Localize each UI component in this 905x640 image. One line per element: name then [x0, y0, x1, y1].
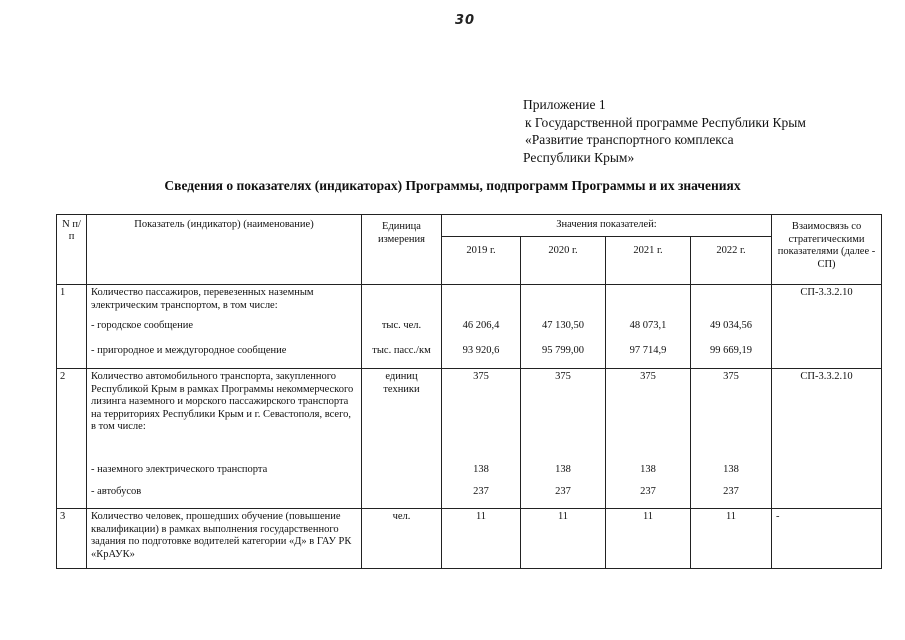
table-row	[57, 509, 882, 569]
row-value-total: 375	[723, 371, 739, 382]
row-value	[691, 285, 772, 369]
subrow-label: - пригородное и междугородное сообщение	[91, 345, 287, 356]
table-heading: Сведения о показателях (индикаторах) Программы, подпрограмм Программы и их значениях	[164, 178, 741, 193]
subrow-value: 138	[473, 464, 489, 475]
header-num: N п/п	[57, 215, 87, 285]
appendix-line: «Развитие транспортного комплекса	[525, 132, 734, 147]
row-value: 11	[606, 509, 691, 569]
row-value: 11	[521, 509, 606, 569]
subrow-label: - автобусов	[91, 486, 142, 497]
subrow-unit: тыс. чел.	[381, 320, 422, 331]
row-title: Количество автомобильного транспорта, закупленного Республикой Крым в рамках Программы некоммерческого лизинга наземного и морского пассажирского транспорта на территориях Республики Крым и г. Севастополя, всего, в том числе:	[91, 371, 354, 432]
appendix-line: к Государственной программе Республики Крым	[525, 114, 806, 130]
appendix-line: Приложение 1	[523, 97, 606, 112]
row-number: 1	[57, 285, 87, 369]
page-number: 30	[455, 13, 476, 28]
row-value: 11	[691, 509, 772, 569]
subrow-value: 93 920,6	[462, 345, 500, 356]
subrow-value: 99 669,19	[710, 345, 752, 356]
row-link: СП-3.3.2.10	[772, 369, 882, 509]
subrow-value: 48 073,1	[629, 320, 667, 331]
subrow-value: 138	[640, 464, 656, 475]
subrow-label: - городское сообщение	[91, 320, 193, 331]
header-year: 2021 г.	[606, 237, 691, 285]
subrow-value: 237	[555, 486, 571, 497]
row-value	[442, 285, 521, 369]
indicators-table	[56, 214, 882, 569]
row-value	[606, 369, 691, 509]
row-value-total: 375	[473, 371, 489, 382]
row-value-total: 375	[555, 371, 571, 382]
row-value	[442, 369, 521, 509]
row-unit	[362, 369, 442, 509]
subrow-value: 47 130,50	[542, 320, 584, 331]
row-indicator	[87, 285, 362, 369]
row-value	[521, 369, 606, 509]
header-link: Взаимосвязь со стратегическими показателями (далее - СП)	[772, 215, 882, 285]
subrow-unit: тыс. пасс./км	[372, 345, 431, 356]
header-year: 2020 г.	[521, 237, 606, 285]
subrow-value: 138	[723, 464, 739, 475]
subrow-value: 237	[723, 486, 739, 497]
subrow-value: 95 799,00	[542, 345, 584, 356]
row-title: Количество человек, прошедших обучение (повышение квалификации) в рамках выполнения государственного задания по подготовке водителей категории «Д» в ГАУ РК «КрАУК»	[87, 509, 362, 569]
row-number: 2	[57, 369, 87, 509]
row-link: СП-3.3.2.10	[772, 285, 882, 369]
row-value	[521, 285, 606, 369]
row-unit	[362, 285, 442, 369]
row-number: 3	[57, 509, 87, 569]
header-indicator: Показатель (индикатор) (наименование)	[87, 215, 362, 285]
row-indicator	[87, 369, 362, 509]
subrow-value: 97 714,9	[629, 345, 667, 356]
subrow-value: 49 034,56	[710, 320, 752, 331]
row-value	[691, 369, 772, 509]
appendix-line: Республики Крым»	[523, 149, 635, 165]
subrow-value: 46 206,4	[462, 320, 500, 331]
header-year: 2022 г.	[691, 237, 772, 285]
row-unit-text: единиц техники	[383, 371, 420, 395]
header-values-group: Значения показателей:	[442, 215, 772, 237]
row-unit: чел.	[362, 509, 442, 569]
row-value	[606, 285, 691, 369]
appendix-block	[523, 96, 806, 166]
subrow-label: - наземного электрического транспорта	[91, 464, 268, 475]
header-year: 2019 г.	[442, 237, 521, 285]
subrow-value: 237	[640, 486, 656, 497]
table-row	[57, 285, 882, 369]
subrow-value: 138	[555, 464, 571, 475]
table-row	[57, 369, 882, 509]
subrow-value: 237	[473, 486, 489, 497]
row-value-total: 375	[640, 371, 656, 382]
header-unit: Единица измерения	[362, 215, 442, 285]
row-title: Количество пассажиров, перевезенных наземным электрическим транспортом, в том числе:	[91, 287, 314, 311]
row-value: 11	[442, 509, 521, 569]
row-link: -	[772, 509, 882, 569]
